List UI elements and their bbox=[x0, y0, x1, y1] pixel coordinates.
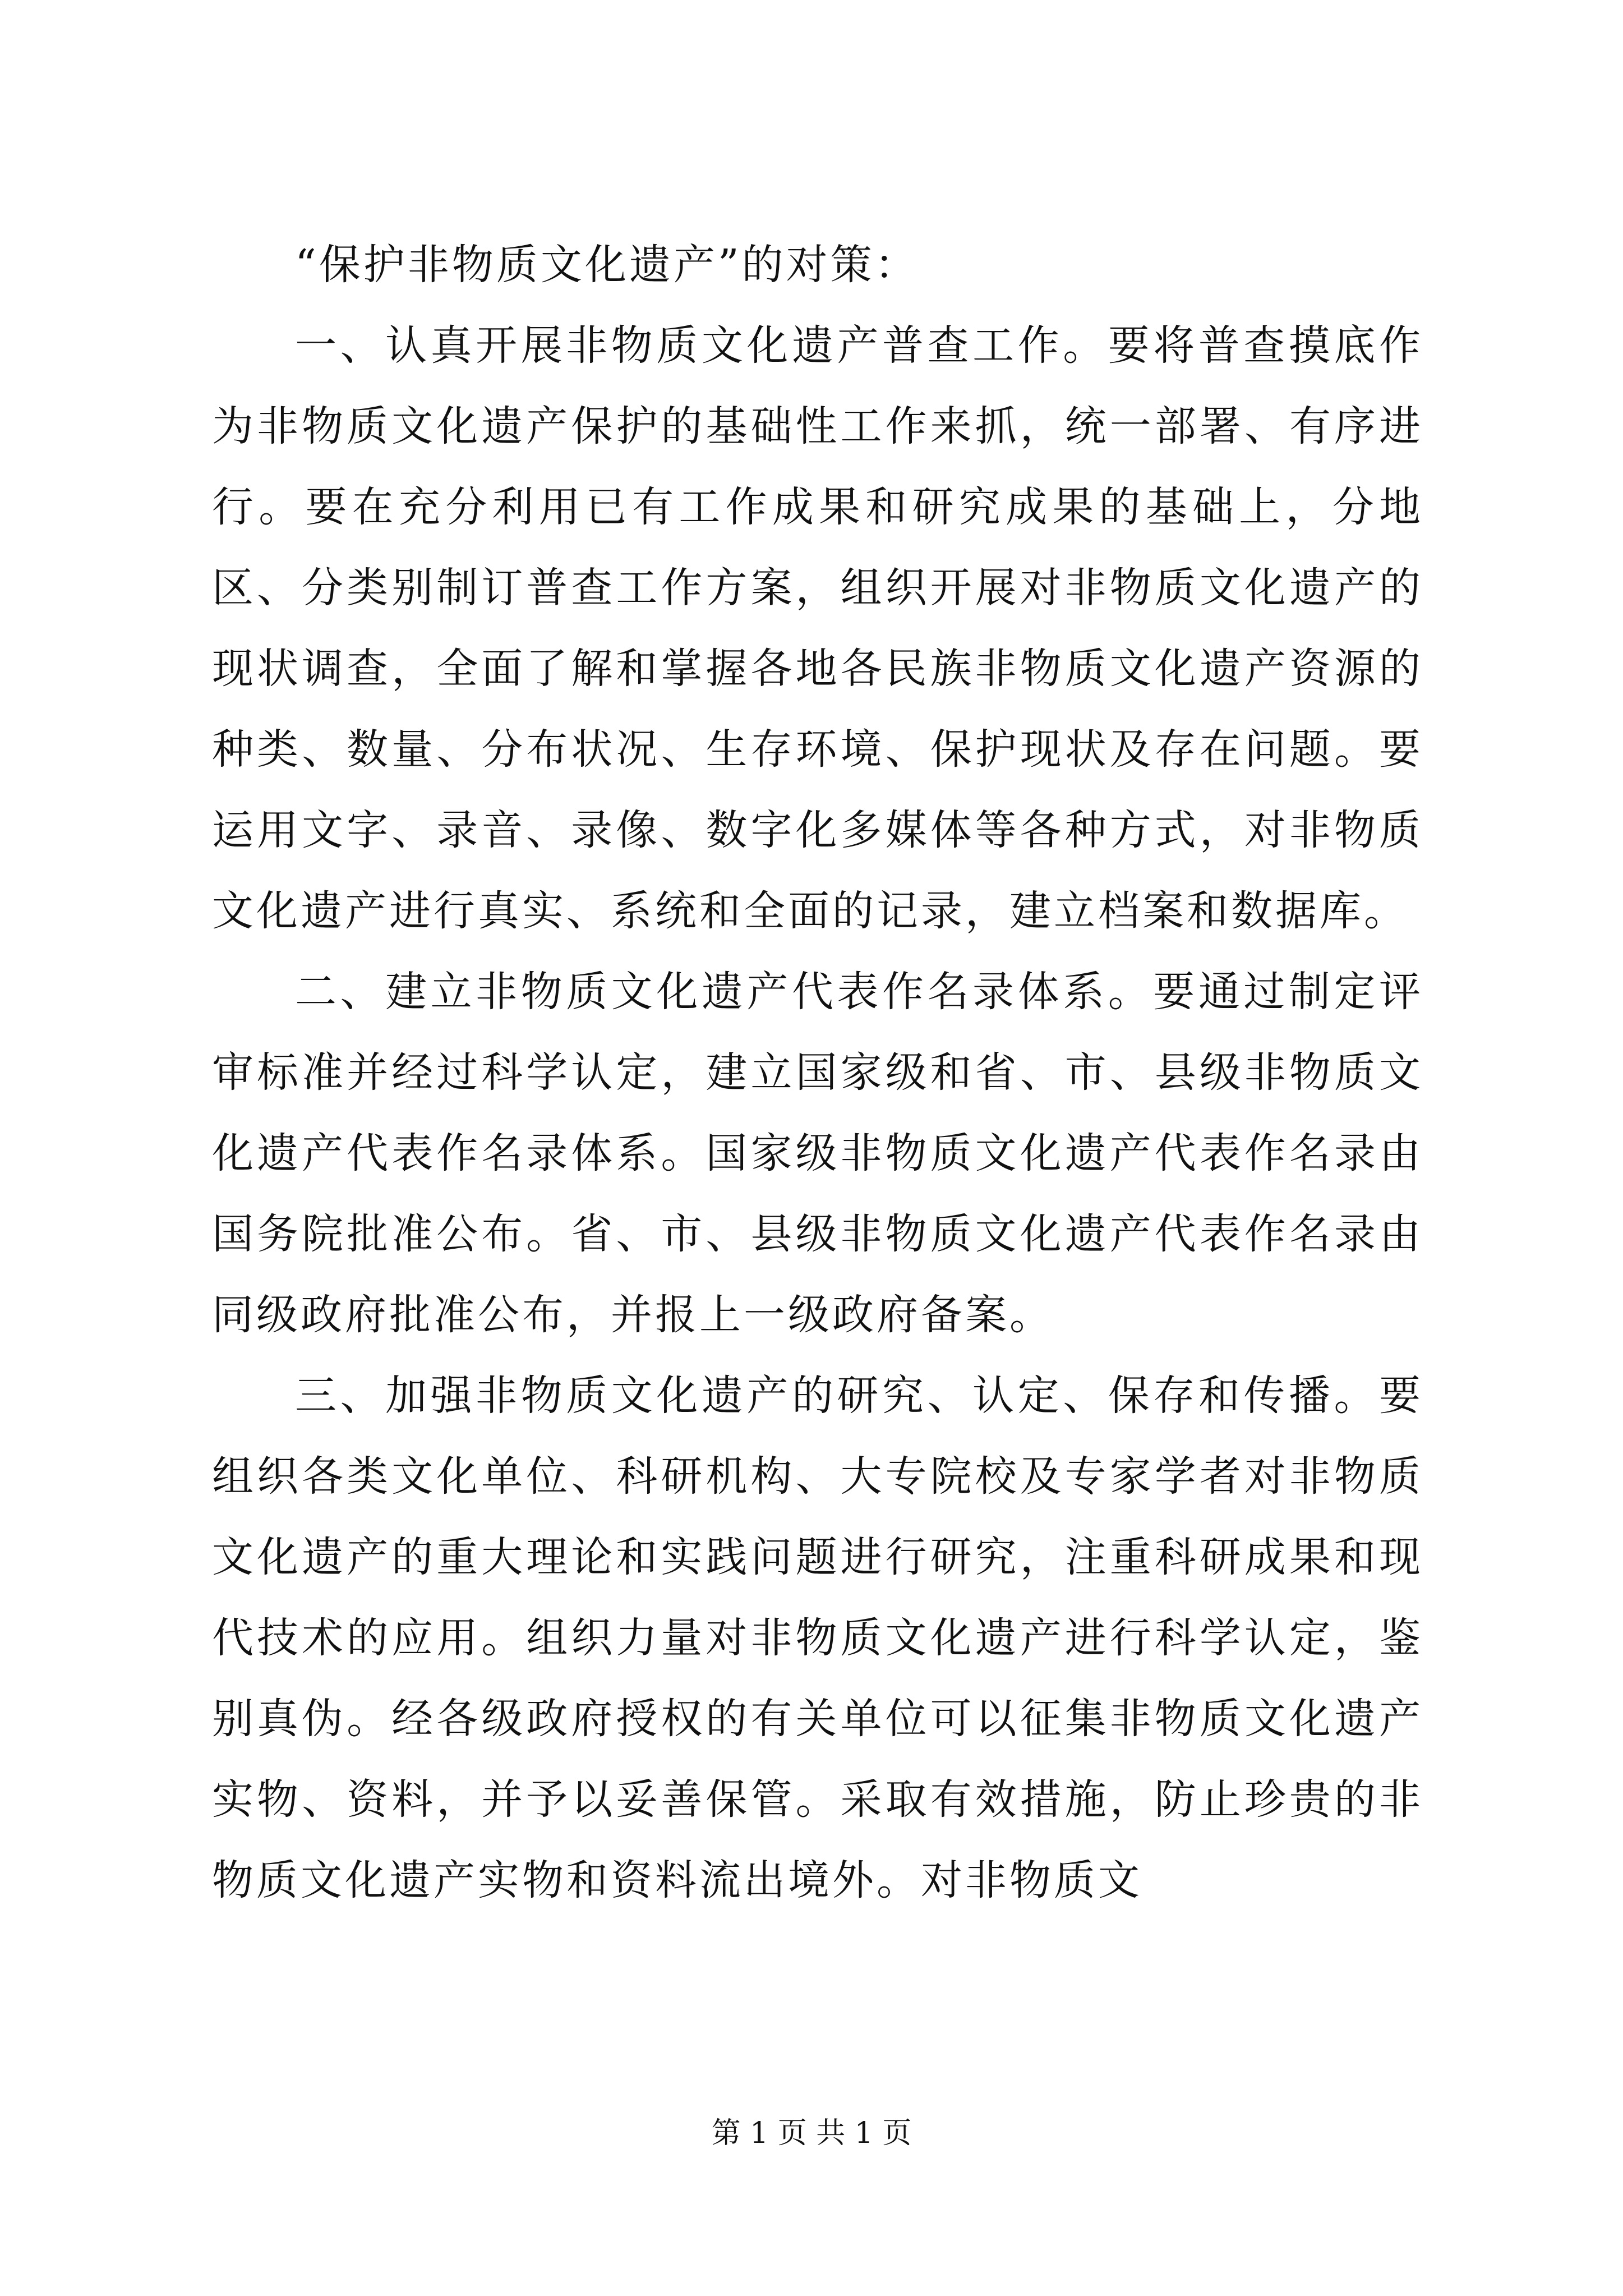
document-heading: “保护非物质文化遗产”的对策： bbox=[295, 241, 919, 289]
paragraph-3: 三、加强非物质文化遗产的研究、认定、保存和传播。要组织各类文化单位、科研机构、大专院校及专家学者对非物质文化遗产的重大理论和实践问题进行研究，注重科研成果和现代技术的应用。组织力量对非物质文化遗产进行科学认定，鉴别真伪。经各级政府授权的有关单位可以征集非物质文化遗产实物、资料，并予以妥善保管。采取有效措施，防止珍贵的非物质文化遗产实物和资料流出境外。对非物质文 bbox=[212, 1372, 1423, 1904]
paragraph-2: 二、建立非物质文化遗产代表作名录体系。要通过制定评审标准并经过科学认定，建立国家级和省、市、县级非物质文化遗产代表作名录体系。国家级非物质文化遗产代表作名录由国务院批准公布。省、市、县级非物质文化遗产代表作名录由同级政府批准公布，并报上一级政府备案。 bbox=[212, 968, 1423, 1339]
document-body bbox=[212, 224, 1423, 1921]
page-footer: 第 1 页 共 1 页 bbox=[711, 2116, 912, 2150]
paragraph-1: 一、认真开展非物质文化遗产普查工作。要将普查摸底作为非物质文化遗产保护的基础性工作来抓，统一部署、有序进行。要在充分利用已有工作成果和研究成果的基础上，分地区、分类别制订普查工作方案，组织开展对非物质文化遗产的现状调查，全面了解和掌握各地各民族非物质文化遗产资源的种类、数量、分布状况、生存环境、保护现状及存在问题。要运用文字、录音、录像、数字化多媒体等各种方式，对非物质文化遗产进行真实、系统和全面的记录，建立档案和数据库。 bbox=[212, 321, 1423, 935]
